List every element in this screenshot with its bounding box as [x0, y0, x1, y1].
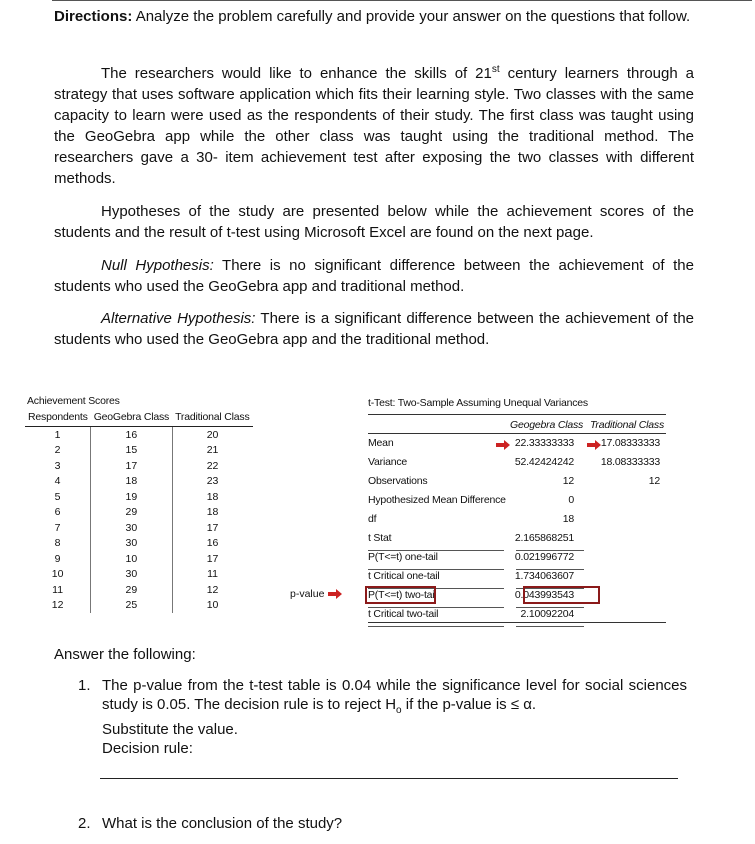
ttest-value-traditional: 18.08333333	[600, 456, 660, 468]
pvalue-pointer	[290, 588, 342, 600]
table-cell: 17	[91, 458, 172, 474]
header-respondents: Respondents	[25, 408, 91, 427]
ttest-row	[368, 551, 666, 570]
top-rule	[52, 0, 752, 1]
ttest-row	[368, 456, 666, 475]
ttest-value-geogebra: 0	[568, 494, 574, 506]
directions	[54, 6, 694, 27]
table-cell: 10	[206, 599, 219, 612]
right-arrow-icon	[328, 589, 342, 599]
ttest-row	[368, 608, 666, 627]
table-cell: 12	[206, 583, 219, 596]
table-cell: 25	[91, 598, 172, 614]
table-cell: 18	[91, 474, 172, 490]
table-cell: 18	[206, 506, 219, 519]
ttest-row-label: t Stat	[368, 532, 392, 544]
scores-caption: Achievement Scores	[27, 395, 120, 407]
ttest-row-label: Mean	[368, 437, 394, 449]
ttest-header-rule	[368, 433, 666, 434]
table-row	[25, 520, 253, 536]
ttest-value-geogebra: 2.165868251	[514, 532, 574, 544]
null-hypothesis	[54, 255, 694, 297]
header-geogebra: GeoGebra Class	[91, 408, 172, 427]
ttest-row-label: t Critical two-tail	[368, 608, 439, 620]
paragraph2-text: Hypotheses of the study are presented below while the achievement scores of the students and the result of t-test using Microsoft Excel are found on the next page.	[54, 203, 694, 241]
table-row	[25, 489, 253, 505]
ttest-top-rule	[368, 414, 666, 415]
directions-text: Analyze the problem carefully and provide your answer on the questions that follow.	[135, 8, 691, 25]
right-arrow-icon	[587, 440, 601, 450]
table-cell: 9	[25, 551, 91, 567]
table-cell: 3	[25, 458, 91, 474]
alt-hypothesis-text: There is a significant difference between the achievement of the students who used the GeoGebra app and the traditional method.	[54, 310, 695, 348]
question-1-text-b: if the p-value is ≤ α.	[401, 696, 537, 713]
ttest-row-label: Hypothesized Mean Difference	[368, 494, 506, 506]
answer-heading: Answer the following:	[54, 646, 196, 663]
ttest-value-geogebra: 18	[562, 513, 574, 525]
question-1-number: 1.	[78, 677, 91, 694]
question-2-text: What is the conclusion of the study?	[102, 815, 343, 832]
pvalue-label: p-value	[290, 588, 325, 600]
table-cell: 10	[91, 551, 172, 567]
table-row	[25, 582, 253, 598]
question-2-number: 2.	[78, 815, 91, 832]
table-row	[25, 505, 253, 521]
ordinal-sup: st	[491, 64, 500, 75]
table-cell: 15	[91, 443, 172, 459]
table-cell: 30	[91, 536, 172, 552]
ttest-row-label: t Critical one-tail	[368, 570, 440, 582]
ttest-value-traditional: 12	[648, 475, 660, 487]
table-cell: 11	[207, 568, 218, 581]
ttest-row	[368, 475, 666, 494]
ttest-row	[368, 532, 666, 551]
ttest-row	[368, 513, 666, 532]
table-cell: 6	[25, 505, 91, 521]
table-row	[25, 551, 253, 567]
alt-hypothesis-label: Alternative Hypothesis:	[101, 310, 256, 327]
table-cell: 1	[25, 427, 91, 443]
directions-label: Directions:	[54, 8, 133, 25]
ttest-col1-header: Geogebra Class	[510, 419, 584, 431]
table-cell: 18	[206, 490, 219, 503]
question-1-line3: Decision rule:	[102, 740, 193, 757]
table-cell: 16	[206, 537, 219, 550]
pvalue-label-highlight	[365, 586, 436, 604]
table-cell: 2	[25, 443, 91, 459]
null-hypothesis-label: Null Hypothesis:	[101, 257, 214, 274]
ttest-value-geogebra: 12	[562, 475, 574, 487]
table-cell: 19	[91, 489, 172, 505]
table-cell: 5	[25, 489, 91, 505]
table-row	[25, 598, 253, 614]
pvalue-value-highlight	[523, 586, 600, 604]
table-cell: 16	[91, 427, 172, 443]
table-cell: 11	[25, 582, 91, 598]
question-1-line2: Substitute the value.	[102, 721, 238, 738]
hypotheses-intro	[54, 201, 694, 243]
ttest-row-label: df	[368, 513, 377, 525]
table-cell: 4	[25, 474, 91, 490]
table-row	[25, 458, 253, 474]
ttest-value-traditional: 17.08333333	[600, 437, 660, 449]
table-cell: 29	[91, 505, 172, 521]
ttest-value-geogebra: 0.043993543	[514, 589, 574, 601]
table-cell: 23	[206, 475, 219, 488]
right-arrow-icon	[496, 440, 510, 450]
table-row	[25, 427, 253, 443]
question-1-text-a: The p-value from the t-test table is 0.04 while the significance level for social sciences study is 0.05. The decision rule is to reject H	[102, 677, 687, 713]
paragraph1-part1: The researchers would like to enhance the skills of 21	[101, 65, 492, 82]
paragraph1-part2: century learners through a strategy that uses software application which fits their learning style. Two classes with the same capacity to learn were used as the respondents of their study. The first class was taught using the GeoGebra app while the other class was taught using the traditional method. The researchers gave a 30- item achievement test after exposing the two classes with different methods.	[54, 65, 694, 187]
table-row	[25, 536, 253, 552]
ttest-title: t-Test: Two-Sample Assuming Unequal Variances	[368, 397, 588, 409]
table-cell: 17	[206, 521, 219, 534]
scores-body	[25, 427, 253, 614]
table-cell: 29	[91, 582, 172, 598]
table-cell: 12	[25, 598, 91, 614]
ttest-bottom-rule	[368, 622, 666, 623]
ttest-row-label: P(T<=t) one-tail	[368, 551, 438, 563]
ttest-value-geogebra: 22.33333333	[514, 437, 574, 449]
table-row	[25, 474, 253, 490]
table-cell: 30	[91, 520, 172, 536]
table-cell: 8	[25, 536, 91, 552]
problem-paragraph	[54, 63, 694, 189]
ttest-value-geogebra: 52.42424242	[514, 456, 574, 468]
table-cell: 30	[91, 567, 172, 583]
table-cell: 7	[25, 520, 91, 536]
ttest-row-label: Variance	[368, 456, 408, 468]
row-underline	[368, 626, 504, 627]
ttest-row	[368, 437, 666, 456]
answer-blank-line[interactable]	[100, 778, 678, 779]
table-cell: 10	[25, 567, 91, 583]
null-hypothesis-text: There is no significant difference between the achievement of the students who used the GeoGebra app and traditional method.	[54, 257, 694, 295]
table-cell: 21	[206, 444, 219, 457]
table-row	[25, 567, 253, 583]
ttest-col2-header: Traditional Class	[590, 419, 665, 431]
alternative-hypothesis	[54, 308, 694, 350]
table-cell: 20	[206, 428, 219, 441]
ttest-value-geogebra: 1.734063607	[514, 570, 574, 582]
header-traditional: Traditional Class	[172, 408, 252, 427]
row-underline	[516, 626, 584, 627]
table-cell: 22	[206, 459, 219, 472]
h-subscript: o	[396, 705, 402, 716]
ttest-row-label: Observations	[368, 475, 428, 487]
ttest-row-label: P(T<=t) two-tail	[368, 589, 437, 601]
table-row	[25, 443, 253, 459]
ttest-value-geogebra: 0.021996772	[514, 551, 574, 563]
ttest-row	[368, 494, 666, 513]
ttest-value-geogebra: 2.10092204	[520, 608, 574, 620]
table-cell: 17	[206, 552, 219, 565]
